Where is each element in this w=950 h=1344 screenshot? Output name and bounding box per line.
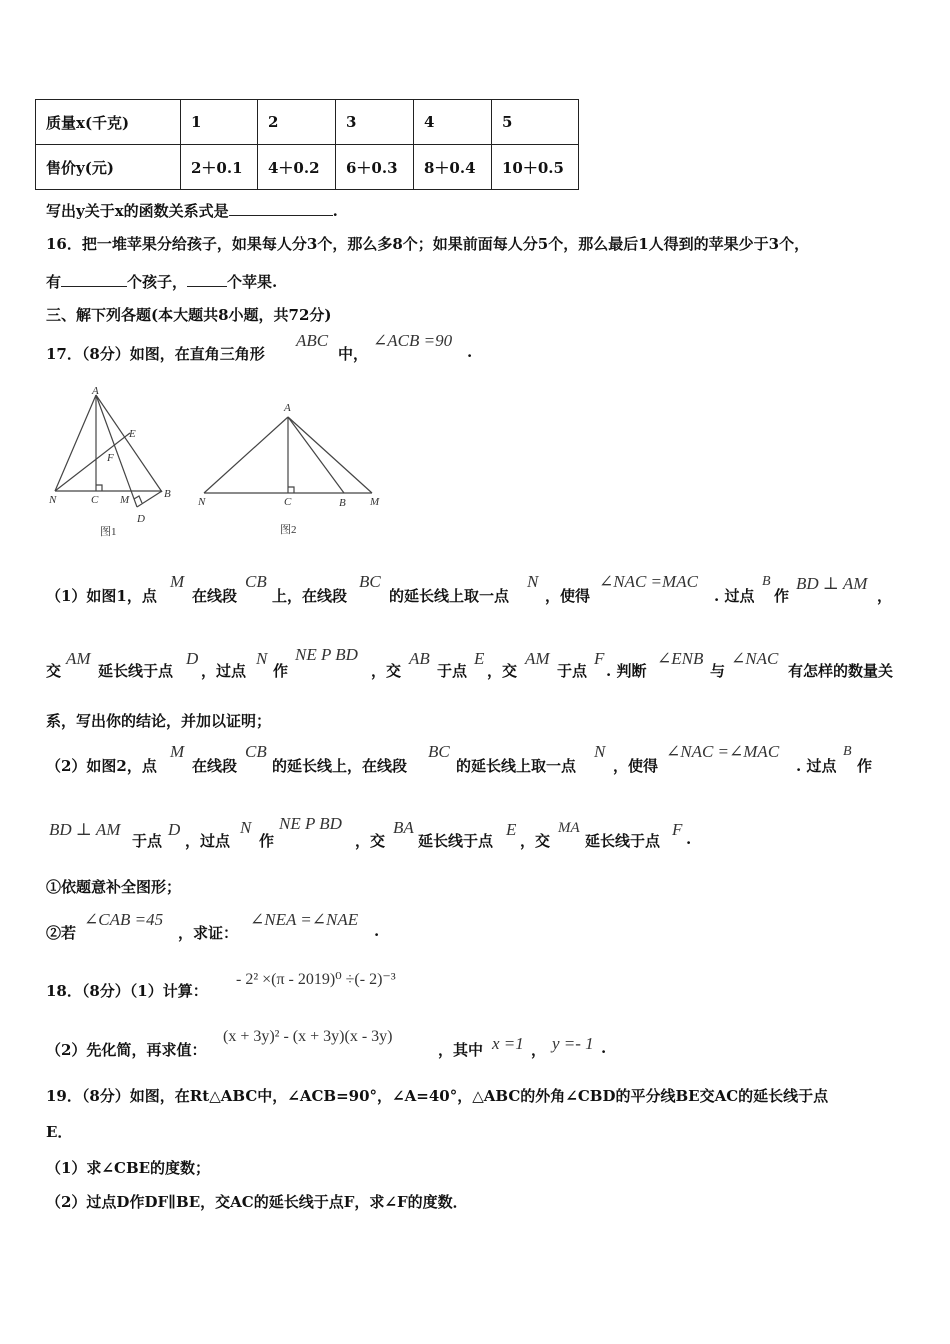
q17-p2-text: 在线段: [192, 757, 238, 775]
q17-intro-text: 中，: [338, 345, 369, 363]
math-symbol: BC: [359, 572, 381, 591]
table-cell: 售价y(元): [36, 145, 181, 190]
math-parallel: NE P BD: [279, 814, 342, 833]
answer-blank: [187, 272, 227, 287]
q17-intro-text: 17．（8分）如图，在直角三角形: [46, 345, 265, 363]
math-symbol: MA: [558, 820, 580, 836]
price-table: [35, 99, 579, 190]
math-value: y =- 1: [552, 1034, 594, 1053]
math-value: x =1: [492, 1034, 524, 1053]
q17-p1-text: ，交: [487, 662, 518, 680]
math-symbol: CB: [245, 572, 267, 591]
q17-p2-text: 的延长线上，在线段: [272, 757, 408, 775]
q17-p1-text: 作: [273, 662, 289, 680]
q17-c1: ①依题意补全图形；: [46, 878, 182, 896]
q16-text: 个孩子，: [127, 273, 188, 291]
math-symbol: AB: [409, 649, 430, 668]
q17-p1-text: ，交: [371, 662, 402, 680]
q17-p2-text: ，交: [520, 832, 551, 850]
q17-p2-text: 于点: [132, 832, 163, 850]
table-row: [36, 145, 579, 190]
math-angle: ∠NEA =∠NAE: [250, 910, 359, 929]
q16-line1: 16．把一堆苹果分给孩子，如果每人分3个，那么多8个；如果前面每人分5个，那么最后1人得到的苹果少于3个，: [46, 235, 810, 253]
math-symbol: M: [170, 572, 185, 591]
table-cell: 4: [414, 100, 492, 145]
math-symbol: B: [762, 574, 771, 589]
table-cell: 10＋0.5: [492, 145, 579, 190]
math-angle: ∠NAC =∠MAC: [666, 742, 780, 761]
math-symbol: AM: [525, 649, 550, 668]
table-cell: 质量x(千克): [36, 100, 181, 145]
q17-c2-text: ②若: [46, 924, 77, 942]
figure-1: [40, 385, 190, 545]
math-symbol: BA: [393, 818, 414, 837]
math-symbol: M: [170, 742, 185, 761]
math-angle: ∠ENB: [657, 649, 704, 668]
q15-text: 写出y关于x的函数关系式是: [46, 202, 229, 220]
q17-p1-text: 交: [46, 662, 62, 680]
q17-p2-text: ，交: [355, 832, 386, 850]
q17-c2-text: ，求证：: [178, 924, 239, 942]
q17-p1-text: . 过点: [714, 587, 755, 605]
q17-p2-text: 的延长线上取一点: [456, 757, 577, 775]
q17-p2-text: 延长线于点: [585, 832, 661, 850]
q17-p2-text: 作: [857, 757, 873, 775]
math-angle: ∠ACB =90: [373, 331, 453, 350]
fig2-label: B: [339, 497, 346, 509]
q18-p1-text: 18．（8分）（1）计算：: [46, 982, 208, 1000]
q15-end: .: [332, 202, 338, 220]
fig2-label: N: [198, 496, 206, 508]
section-heading: 三、解下列各题(本大题共8小题，共72分): [46, 306, 332, 324]
q17-p2-text: . 过点: [796, 757, 837, 775]
table-cell: 8＋0.4: [414, 145, 492, 190]
table-cell: 2: [258, 100, 336, 145]
fig2-label: A: [284, 402, 291, 414]
math-perp: BD ⊥ AM: [49, 820, 121, 839]
table-row: [36, 100, 579, 145]
math-angle: ∠NAC: [731, 649, 779, 668]
q18-p2-text: ，其中: [438, 1041, 484, 1059]
q19-sub1: （1）求∠CBE的度数；: [46, 1159, 211, 1177]
math-symbol: CB: [245, 742, 267, 761]
q17-p1-text: 于点: [437, 662, 468, 680]
q19-line2: E．: [46, 1123, 73, 1141]
math-symbol: F: [594, 649, 605, 668]
q18-p2-text: .: [601, 1039, 607, 1057]
q18-p2-text: （2）先化简，再求值：: [46, 1041, 207, 1059]
math-expression: - 2² ×(π - 2019)⁰ ÷(- 2)⁻³: [236, 971, 396, 988]
fig1-caption: 图1: [100, 526, 117, 538]
math-symbol: E: [506, 820, 517, 839]
math-symbol: N: [527, 572, 539, 591]
q16-text: 有: [46, 273, 62, 291]
q17-p1-text: ，: [877, 587, 893, 605]
math-symbol: B: [843, 744, 852, 759]
fig1-label: A: [92, 385, 99, 397]
fig1-label: F: [107, 452, 114, 464]
q17-p1-text: 延长线于点: [98, 662, 174, 680]
q17-p2-text: ，过点: [185, 832, 231, 850]
math-symbol: E: [474, 649, 485, 668]
answer-blank: [229, 201, 333, 216]
fig1-label: C: [91, 494, 99, 506]
fig2-caption: 图2: [280, 524, 297, 536]
q17-p2-text: 延长线于点: [418, 832, 494, 850]
table-cell: 3: [336, 100, 414, 145]
fig1-label: D: [137, 513, 145, 525]
q17-p1-text: 作: [774, 587, 790, 605]
q17-p1-text: ，使得: [545, 587, 591, 605]
q16-line2: [46, 271, 277, 292]
fig2-label: C: [284, 496, 292, 508]
math-symbol: D: [168, 820, 181, 839]
q15-function-line: [46, 200, 338, 221]
q17-p1-text: 的延长线上取一点: [389, 587, 510, 605]
math-symbol: AM: [66, 649, 91, 668]
math-parallel: NE P BD: [295, 645, 358, 664]
fig1-label: E: [129, 428, 136, 440]
math-abc: ABC: [296, 331, 329, 350]
math-expression: (x + 3y)² - (x + 3y)(x - 3y): [223, 1028, 393, 1045]
fig1-label: N: [49, 494, 57, 506]
q17-intro-text: .: [467, 343, 473, 361]
q16-text: 个苹果.: [227, 273, 278, 291]
math-angle: ∠NAC =MAC: [599, 572, 698, 591]
table-cell: 6＋0.3: [336, 145, 414, 190]
q19-sub2: （2）过点D作DF∥BE，交AC的延长线于点F，求∠F的度数．: [46, 1193, 468, 1211]
q17-p1-text: 在线段: [192, 587, 238, 605]
q18-p2-text: ，: [531, 1041, 547, 1059]
math-symbol: D: [186, 649, 199, 668]
table-cell: 4＋0.2: [258, 145, 336, 190]
table-cell: 5: [492, 100, 579, 145]
math-symbol: BC: [428, 742, 450, 761]
math-symbol: N: [240, 818, 252, 837]
q17-p2-text: （2）如图2，点: [46, 757, 157, 775]
math-symbol: F: [672, 820, 683, 839]
q17-p2-text: 作: [259, 832, 275, 850]
math-symbol: N: [256, 649, 268, 668]
fig1-label: B: [164, 488, 171, 500]
table-cell: 1: [181, 100, 258, 145]
q17-p1-text: 与: [710, 662, 726, 680]
q17-p1-text: 于点: [557, 662, 588, 680]
answer-blank: [61, 272, 127, 287]
q17-p1-text: 有怎样的数量关: [788, 662, 894, 680]
math-perp: BD ⊥ AM: [796, 574, 868, 593]
q17-p1-text: （1）如图1，点: [46, 587, 157, 605]
q17-p1-text: 上，在线段: [272, 587, 348, 605]
table-cell: 2＋0.1: [181, 145, 258, 190]
math-angle: ∠CAB =45: [84, 910, 164, 929]
q17-p2-text: ，使得: [613, 757, 659, 775]
fig2-label: M: [370, 496, 380, 508]
q19-line1: 19．（8分）如图，在Rt△ABC中，∠ACB=90°，∠A=40°，△ABC的外角∠CBD的平分线BE交AC的延长线于点: [46, 1087, 829, 1105]
q17-c2-text: .: [374, 922, 380, 940]
q17-p1-text: . 判断: [606, 662, 647, 680]
q17-p2-text: .: [686, 830, 692, 848]
math-symbol: N: [594, 742, 606, 761]
fig1-label: M: [120, 494, 130, 506]
figure-2: [192, 395, 392, 545]
q17-p1-text: ，过点: [201, 662, 247, 680]
q17-p1-text: 系，写出你的结论，并加以证明；: [46, 712, 272, 730]
